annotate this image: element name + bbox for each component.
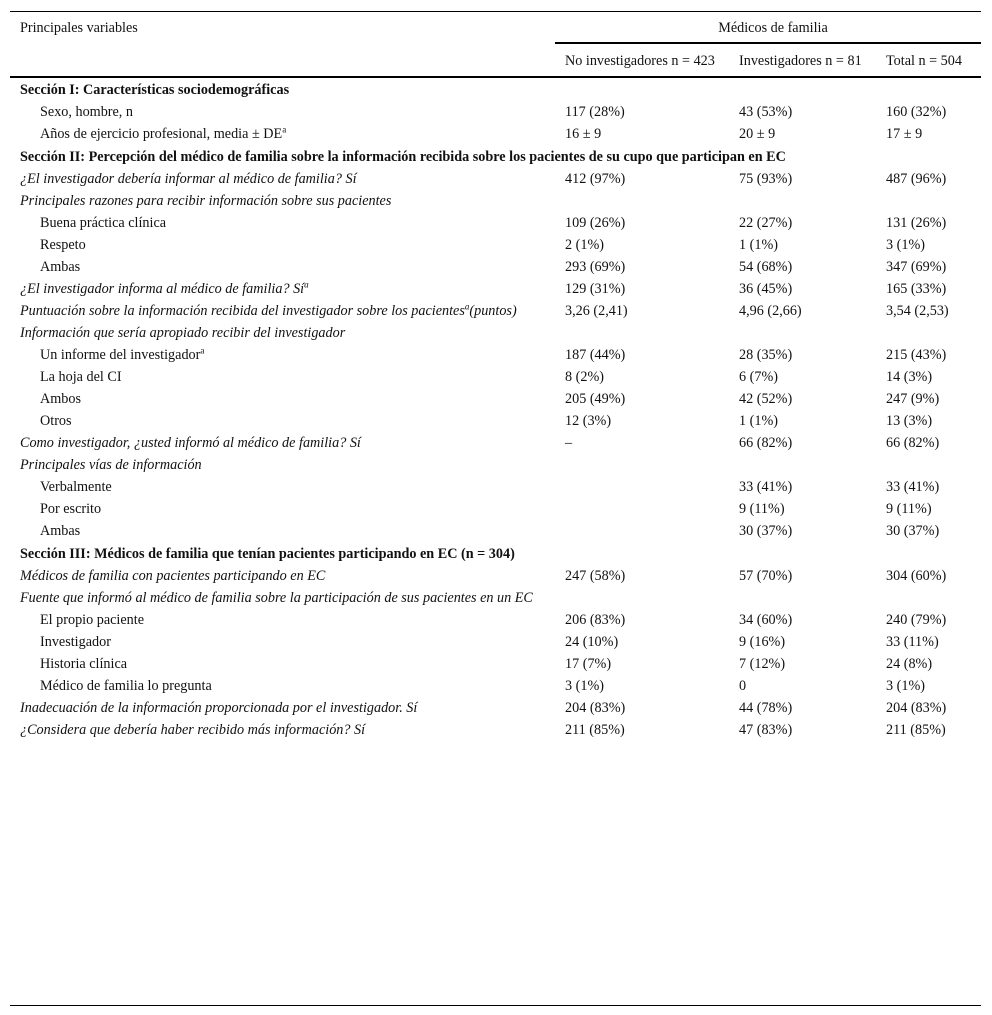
row-label-text: Ambas [40, 523, 81, 539]
table-row [10, 631, 981, 653]
value-total: 211 (85%) [886, 722, 946, 738]
value-investigadores: 22 (27%) [739, 215, 793, 231]
value-total: 14 (3%) [886, 369, 933, 385]
value-no-investigadores: 206 (83%) [565, 612, 626, 628]
row-label-text: ¿Considera que debería haber recibido más información? Sí [20, 722, 366, 738]
row-label [10, 168, 555, 190]
table-row [10, 190, 981, 212]
value-total: 240 (79%) [886, 612, 947, 628]
row-label-text: Respeto [40, 237, 86, 253]
row-label-text: Por escrito [40, 501, 102, 517]
value-no-investigadores: 247 (58%) [565, 568, 626, 584]
row-label [10, 234, 555, 256]
row-label [10, 454, 555, 476]
table-row [10, 609, 981, 631]
row-label [10, 520, 555, 542]
table-row [10, 300, 981, 322]
value-investigadores: 54 (68%) [739, 259, 793, 275]
row-label-text: Verbalmente [40, 479, 112, 495]
section-title: Sección II: Percepción del médico de familia sobre la información recibida sobre los pacientes de su cupo que participan en EC [20, 149, 786, 165]
value-total: 33 (11%) [886, 634, 939, 650]
table-row [10, 454, 981, 476]
value-total [876, 322, 981, 344]
row-label [10, 388, 555, 410]
value-total: 347 (69%) [886, 259, 947, 275]
table-row [10, 212, 981, 234]
column-header-total: Total n = 504 [886, 53, 962, 69]
value-no-investigadores [555, 587, 729, 609]
value-no-investigadores: 8 (2%) [565, 369, 605, 385]
value-investigadores: 4,96 (2,66) [739, 303, 802, 319]
footnote-marker: a [304, 279, 309, 290]
section-title: Sección I: Características sociodemográficas [20, 82, 290, 98]
row-label-text: Como investigador, ¿usted informó al médico de familia? Sí [20, 435, 361, 451]
table-row [10, 520, 981, 542]
section-title: Sección III: Médicos de familia que tenían pacientes participando en EC (n = 304) [20, 546, 515, 562]
variables-header: Principales variables [20, 20, 138, 36]
table-row [10, 322, 981, 344]
column-header-investigadores: Investigadores n = 81 [739, 53, 862, 69]
row-label [10, 123, 555, 145]
footnote-marker: a [282, 124, 287, 135]
table-row [10, 697, 981, 719]
value-investigadores: 1 (1%) [739, 237, 779, 253]
table-row [10, 653, 981, 675]
row-label-suffix: (puntos) [469, 303, 517, 319]
value-investigadores: 43 (53%) [739, 104, 793, 120]
row-label-text: Historia clínica [40, 656, 128, 672]
value-investigadores: 30 (37%) [739, 523, 793, 539]
row-label-text: La hoja del CI [40, 369, 122, 385]
value-total: 30 (37%) [886, 523, 940, 539]
value-investigadores: 28 (35%) [739, 347, 793, 363]
value-investigadores [729, 190, 876, 212]
value-investigadores: 9 (11%) [739, 501, 785, 517]
row-label [10, 609, 555, 631]
value-total: 131 (26%) [886, 215, 947, 231]
value-total: 24 (8%) [886, 656, 933, 672]
value-investigadores: 66 (82%) [739, 435, 793, 451]
row-label [10, 190, 555, 212]
row-label-text: ¿El investigador informa al médico de familia? Sí [20, 281, 305, 297]
row-label [10, 675, 555, 697]
section-row [10, 145, 981, 168]
row-label [10, 697, 555, 719]
value-no-investigadores: 412 (97%) [565, 171, 626, 187]
value-total: 165 (33%) [886, 281, 947, 297]
table-row [10, 675, 981, 697]
table-row [10, 432, 981, 454]
row-label [10, 366, 555, 388]
value-no-investigadores: 204 (83%) [565, 700, 626, 716]
row-label-text: El propio paciente [40, 612, 145, 628]
value-total [876, 587, 981, 609]
row-label-text: Fuente que informó al médico de familia sobre la participación de sus pacientes en un EC [20, 590, 533, 606]
group-header: Médicos de familia [555, 12, 981, 43]
value-total: 487 (96%) [886, 171, 947, 187]
value-no-investigadores: 17 (7%) [565, 656, 612, 672]
value-no-investigadores: 16 ± 9 [565, 126, 602, 142]
value-no-investigadores [555, 322, 729, 344]
row-label [10, 653, 555, 675]
value-no-investigadores [555, 190, 729, 212]
row-label-text: Buena práctica clínica [40, 215, 167, 231]
row-label-text: Médico de familia lo pregunta [40, 678, 212, 694]
value-no-investigadores: 2 (1%) [565, 237, 605, 253]
value-investigadores: 33 (41%) [739, 479, 793, 495]
value-investigadores: 7 (12%) [739, 656, 786, 672]
row-label-text: Puntuación sobre la información recibida del investigador sobre los pacientes [20, 303, 465, 319]
value-total: 3,54 (2,53) [886, 303, 949, 319]
row-label [10, 101, 555, 123]
footnote-marker: a [200, 345, 205, 356]
value-no-investigadores [555, 476, 729, 498]
row-label-text: Información que sería apropiado recibir del investigador [20, 325, 346, 341]
table-row [10, 719, 981, 741]
value-no-investigadores: 3 (1%) [565, 678, 605, 694]
row-label-text: Un informe del investigador [40, 347, 201, 363]
row-label [10, 300, 555, 322]
row-label [10, 587, 555, 609]
row-label-text: ¿El investigador debería informar al médico de familia? Sí [20, 171, 357, 187]
value-total: 66 (82%) [886, 435, 940, 451]
table-row [10, 256, 981, 278]
table-row [10, 388, 981, 410]
value-investigadores: 20 ± 9 [739, 126, 776, 142]
value-no-investigadores: – [565, 435, 573, 451]
row-label [10, 344, 555, 366]
row-label-text: Investigador [40, 634, 111, 650]
value-total: 3 (1%) [886, 237, 926, 253]
footnote-marker: a [464, 301, 470, 312]
table-row [10, 101, 981, 123]
column-header-no-investigadores: No investigadores n = 423 [565, 53, 715, 69]
table-row [10, 410, 981, 432]
value-investigadores: 42 (52%) [739, 391, 793, 407]
table-row [10, 498, 981, 520]
value-no-investigadores: 3,26 (2,41) [565, 303, 628, 319]
value-no-investigadores: 117 (28%) [565, 104, 625, 120]
table-row [10, 587, 981, 609]
row-label [10, 212, 555, 234]
value-total: 13 (3%) [886, 413, 933, 429]
row-label [10, 719, 555, 741]
value-no-investigadores: 129 (31%) [565, 281, 626, 297]
row-label [10, 278, 555, 300]
value-investigadores: 36 (45%) [739, 281, 793, 297]
value-investigadores: 9 (16%) [739, 634, 786, 650]
row-label-text: Principales razones para recibir información sobre sus pacientes [20, 193, 392, 209]
value-investigadores: 34 (60%) [739, 612, 793, 628]
section-row [10, 542, 981, 565]
row-label [10, 565, 555, 587]
value-total: 247 (9%) [886, 391, 940, 407]
value-no-investigadores: 205 (49%) [565, 391, 626, 407]
row-label [10, 432, 555, 454]
row-label-text: Médicos de familia con pacientes participando en EC [20, 568, 326, 584]
results-table [10, 12, 981, 741]
table-header [10, 12, 981, 77]
value-investigadores: 6 (7%) [739, 369, 779, 385]
value-no-investigadores [555, 498, 729, 520]
value-investigadores [729, 454, 876, 476]
value-investigadores: 44 (78%) [739, 700, 793, 716]
row-label-text: Otros [40, 413, 72, 429]
row-label-text: Sexo, hombre, n [40, 104, 133, 120]
value-no-investigadores: 109 (26%) [565, 215, 626, 231]
row-label-text: Años de ejercicio profesional, media ± DE [40, 126, 283, 142]
value-no-investigadores [555, 454, 729, 476]
value-no-investigadores: 187 (44%) [565, 347, 626, 363]
table-row [10, 123, 981, 145]
value-total [876, 454, 981, 476]
row-label [10, 322, 555, 344]
row-label-text: Ambos [40, 391, 81, 407]
value-total: 215 (43%) [886, 347, 947, 363]
value-total: 9 (11%) [886, 501, 932, 517]
value-investigadores: 57 (70%) [739, 568, 793, 584]
value-total: 160 (32%) [886, 104, 947, 120]
value-total: 17 ± 9 [886, 126, 923, 142]
value-no-investigadores: 211 (85%) [565, 722, 625, 738]
value-no-investigadores: 12 (3%) [565, 413, 612, 429]
value-investigadores: 1 (1%) [739, 413, 779, 429]
section-row [10, 77, 981, 101]
row-label-text: Inadecuación de la información proporcionada por el investigador. Sí [20, 700, 418, 716]
table-row [10, 366, 981, 388]
value-total [876, 190, 981, 212]
table-body [10, 77, 981, 741]
table-row [10, 168, 981, 190]
row-label [10, 256, 555, 278]
row-label [10, 410, 555, 432]
table-row [10, 278, 981, 300]
table-row [10, 234, 981, 256]
results-table-container [10, 11, 981, 1006]
value-investigadores [729, 322, 876, 344]
value-investigadores: 0 [739, 678, 747, 694]
row-label [10, 631, 555, 653]
value-investigadores: 47 (83%) [739, 722, 793, 738]
value-total: 3 (1%) [886, 678, 926, 694]
value-investigadores [729, 587, 876, 609]
table-row [10, 344, 981, 366]
value-no-investigadores: 293 (69%) [565, 259, 626, 275]
value-no-investigadores: 24 (10%) [565, 634, 619, 650]
value-total: 33 (41%) [886, 479, 940, 495]
row-label-text: Ambas [40, 259, 81, 275]
row-label [10, 476, 555, 498]
value-total: 204 (83%) [886, 700, 947, 716]
row-label-text: Principales vías de información [20, 457, 202, 473]
table-row [10, 476, 981, 498]
value-no-investigadores [555, 520, 729, 542]
row-label [10, 498, 555, 520]
table-row [10, 565, 981, 587]
value-total: 304 (60%) [886, 568, 947, 584]
value-investigadores: 75 (93%) [739, 171, 793, 187]
